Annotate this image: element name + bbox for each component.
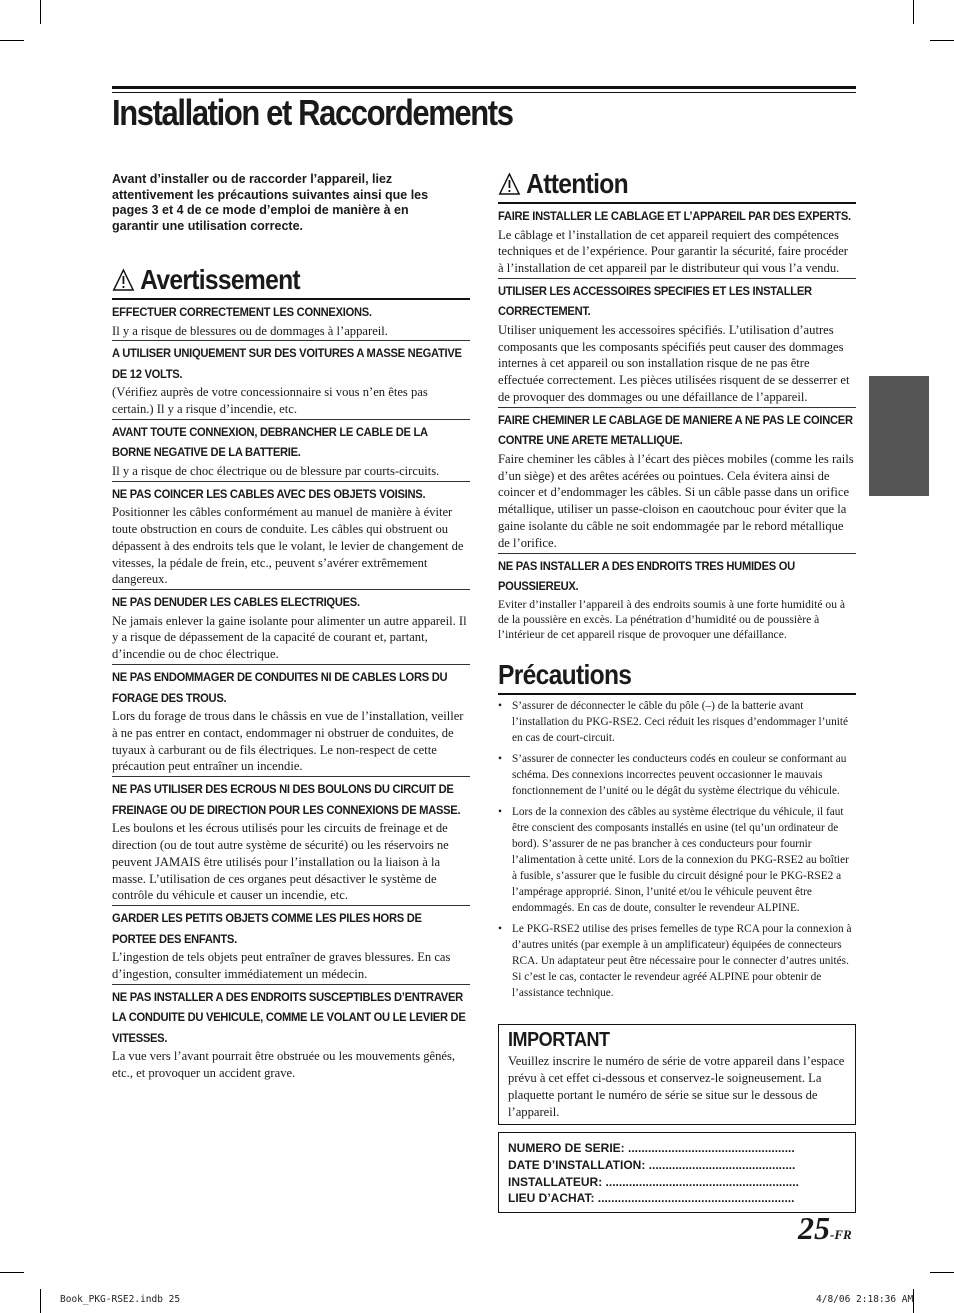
avertissement-item	[112, 300, 470, 341]
avertissement-heading	[112, 264, 427, 296]
warning-triangle-icon	[498, 172, 521, 196]
left-column	[112, 172, 470, 1083]
crop-mark	[40, 1289, 41, 1313]
attention-item-heading: NE PAS INSTALLER A DES ENDROITS TRES HUMIDES OU POUSSIEREUX.	[498, 558, 795, 594]
avertissement-item	[112, 420, 470, 482]
crop-mark	[930, 40, 954, 41]
avertissement-item	[112, 590, 470, 665]
avertissement-item	[112, 665, 470, 777]
attention-heading	[498, 168, 813, 200]
crop-mark	[930, 1272, 954, 1273]
crop-mark	[0, 40, 24, 41]
avertissement-item-body: (Vérifiez auprès de votre concessionnaire si vous n’en êtes pas certain.) Il y a risque d’incendie, etc.	[112, 385, 428, 417]
avertissement-item-body: La vue vers l’avant pourrait être obstruée ou les mouvements gênés, etc., et provoquer un accident grave.	[112, 1049, 456, 1081]
page-number-suffix: -FR	[830, 1227, 852, 1242]
attention-item	[498, 204, 856, 279]
avertissement-item	[112, 906, 470, 985]
avertissement-item	[112, 777, 470, 906]
avertissement-title: Avertissement	[140, 264, 300, 295]
avertissement-item-body: Lors du forage de trous dans le châssis en vue de l’installation, veiller à ne pas entrer en contact, endommager ni obstruer de conduites, de tuyaux à carburant ou de fils électriques. Le non-respect de cette précaution peut entraîner un incendie.	[112, 709, 464, 774]
avertissement-item-heading: AVANT TOUTE CONNEXION, DEBRANCHER LE CABLE DE LA BORNE NEGATIVE DE LA BATTERIE.	[112, 424, 428, 460]
registration-form	[498, 1132, 856, 1213]
page-number	[798, 1210, 852, 1247]
avertissement-item-body: L’ingestion de tels objets peut entraîner de graves blessures. En cas d’ingestion, consulter immédiatement un médecin.	[112, 950, 451, 982]
warning-triangle-icon	[112, 268, 135, 292]
precautions-list	[498, 698, 856, 1001]
avertissement-item	[112, 985, 470, 1083]
avertissement-item-body: Positionner les câbles conformément au manuel de manière à éviter toute obstruction en cours de conduite. Les câbles qui obstruent ou dépassent à des endroits tels que le volant, le levier de changement de vitesses, la pédale de frein, etc., peuvent s’avérer extrêmement dangereux.	[112, 505, 464, 587]
avertissement-item-body: Il y a risque de choc électrique ou de blessure par courts-circuits.	[112, 463, 440, 478]
precaution-item: • S’assurer de connecter les conducteurs codés en couleur se conformant au schéma. Des connexions incorrectes peuvent occasionner le mauvais fonctionnement de l’unité ou le dégât du système électrique du véhicule.	[512, 751, 856, 799]
form-field: NUMERO DE SERIE: ..................................................	[508, 1141, 795, 1155]
right-column	[498, 168, 856, 1006]
section-thumb-tab	[869, 376, 929, 496]
avertissement-list	[112, 300, 470, 1083]
attention-item-body: Utiliser uniquement les accessoires spécifiés. L’utilisation d’autres composants que les composants spécifiés peut causer des dommages internes à cet appareil ou son installation risque de ne pas être effectuée correctement. Les pièces utilisées risquent de se desserrer et de provoquer des dommages ou une défaillance de l’appareil.	[498, 322, 850, 405]
attention-title: Attention	[526, 168, 628, 199]
attention-item-body: Le câblage et l’installation de cet appareil requiert des compétences techniques et de l’expérience. Pour garantir la sécurité, faire procéder à l’installation de cet appareil par le distributeur qui vous l’a vendu.	[498, 227, 848, 276]
attention-item	[498, 408, 856, 554]
attention-list	[498, 204, 856, 643]
attention-item-body: Eviter d’installer l’appareil à des endroits soumis à une forte humidité ou à de la poussière en excès. La pénétration d’humidité ou de poussière à l’intérieur de cet appareil risque de provoquer une défaillance.	[498, 597, 846, 642]
precaution-item: • Lors de la connexion des câbles au système électrique du véhicule, il faut être conscient des composants installés en usine (tel qu’un ordinateur de bord). S’assurer de ne pas brancher à ces conducteurs pour fournir l’alimentation à cette unité. Lors de la connexion du PKG-RSE2 au boîtier à fusible, s’assurer que le fusible du circuit désigné pour le PKG-RSE2 a l’ampérage approprié. Sinon, l’unité et/ou le véhicule peuvent être endommagés. En cas de doute, consulter le revendeur ALPINE.	[512, 804, 856, 916]
important-title: IMPORTANT	[508, 1029, 610, 1051]
precaution-item: • Le PKG-RSE2 utilise des prises femelles de type RCA pour la connexion à d’autres unités (par exemple à un amplificateur) équipées de connecteurs RCA. Un adaptateur peut être nécessaire pour le connecter d’autres unités. Si c’est le cas, contacter le revendeur agréé ALPINE pour obtenir de l’assistance technique.	[512, 921, 856, 1001]
attention-item-heading: FAIRE CHEMINER LE CABLAGE DE MANIERE A NE PAS LE COINCER CONTRE UNE ARETE METALLIQUE.	[498, 412, 853, 448]
crop-mark	[40, 0, 41, 24]
form-field: DATE D’INSTALLATION: ............................................	[508, 1157, 796, 1172]
important-box	[498, 1024, 856, 1125]
attention-item	[498, 554, 856, 644]
avertissement-item-heading: NE PAS ENDOMMAGER DE CONDUITES NI DE CABLES LORS DU FORAGE DES TROUS.	[112, 670, 448, 705]
avertissement-item-heading: EFFECTUER CORRECTEMENT LES CONNEXIONS.	[112, 305, 372, 319]
crop-mark	[913, 0, 914, 24]
attention-item-heading: FAIRE INSTALLER LE CABLAGE ET L’APPAREIL PAR DES EXPERTS.	[498, 209, 851, 223]
avertissement-item	[112, 482, 470, 590]
attention-item	[498, 279, 856, 408]
crop-mark	[0, 1272, 24, 1273]
page-number-value: 25	[798, 1210, 830, 1246]
attention-item-heading: UTILISER LES ACCESSOIRES SPECIFIES ET LES INSTALLER CORRECTEMENT.	[498, 283, 812, 319]
important-text: Veuillez inscrire le numéro de série de votre appareil dans l’espace prévu à cet effet ci-dessous et conservez-le soigneusement. La plaquette portant le numéro de série se situe sur le dessous de l’appareil.	[508, 1054, 845, 1119]
precautions-heading	[498, 659, 813, 691]
section-rule	[498, 693, 856, 695]
attention-item-body: Faire cheminer les câbles à l’écart des pièces mobiles (comme les rails d’un siège) et des arêtes acérées ou pointues. Cela évitera ainsi de coincer et d’endommager les câbles. Si un câble passe dans un orifice métallique, utiliser un passe-cloison en caoutchouc pour éviter que la gaine isolante du câble ne soit endommagée par le rebord métallique de l’orifice.	[498, 451, 854, 550]
avertissement-item	[112, 341, 470, 420]
avertissement-item-heading: GARDER LES PETITS OBJETS COMME LES PILES HORS DE PORTEE DES ENFANTS.	[112, 911, 422, 946]
avertissement-item-body: Les boulons et les écrous utilisés pour les circuits de freinage et de direction (ou de tout autre système de sécurité) ou les réservoirs ne peuvent JAMAIS être utilisés pour l’installation ou la liaison à la masse. L’utilisation de ces organes peut désactiver le système de contrôle du véhicule et causer un incendie, etc.	[112, 821, 449, 903]
avertissement-item-heading: NE PAS COINCER LES CABLES AVEC DES OBJETS VOISINS.	[112, 486, 426, 501]
footer-date: 4/8/06 2:18:36 AM	[816, 1294, 914, 1305]
form-field: LIEU D’ACHAT: ...........................................................	[508, 1191, 795, 1206]
intro-text: Avant d’installer ou de raccorder l’appareil, liez attentivement les précautions suivantes ainsi que les pages 3 et 4 de ce mode d’emploi de manière à en garantir une utilisation correcte.	[112, 172, 429, 233]
avertissement-item-heading: A UTILISER UNIQUEMENT SUR DES VOITURES A MASSE NEGATIVE DE 12 VOLTS.	[112, 346, 462, 381]
avertissement-item-heading: NE PAS DENUDER LES CABLES ELECTRIQUES.	[112, 595, 360, 610]
avertissement-item-heading: NE PAS INSTALLER A DES ENDROITS SUSCEPTIBLES D’ENTRAVER LA CONDUITE DU VEHICULE, COMME LE VOLANT OU LE LEVIER DE VITESSES.	[112, 989, 466, 1045]
form-field: INSTALLATEUR: ..........................................................	[508, 1174, 799, 1189]
avertissement-item-body: Ne jamais enlever la gaine isolante pour alimenter un autre appareil. Il y a risque de dépassement de la capacité de courant et, partant, d’incendie ou de choc électrique.	[112, 613, 467, 662]
precaution-item: • S’assurer de déconnecter le câble du pôle (–) de la batterie avant l’installation du PKG-RSE2. Ceci réduit les risques d’endommager l’unité en cas de court-circuit.	[512, 698, 856, 746]
footer-file: Book_PKG-RSE2.indb 25	[60, 1294, 181, 1305]
header-rule	[112, 86, 856, 89]
avertissement-item-heading: NE PAS UTILISER DES ECROUS NI DES BOULONS DU CIRCUIT DE FREINAGE OU DE DIRECTION POUR LES CONNEXIONS DE MASSE.	[112, 782, 461, 817]
avertissement-item-body: Il y a risque de blessures ou de dommages à l’appareil.	[112, 323, 388, 338]
page-title: Installation et Raccordements	[112, 92, 513, 133]
precautions-title: Précautions	[498, 659, 632, 691]
